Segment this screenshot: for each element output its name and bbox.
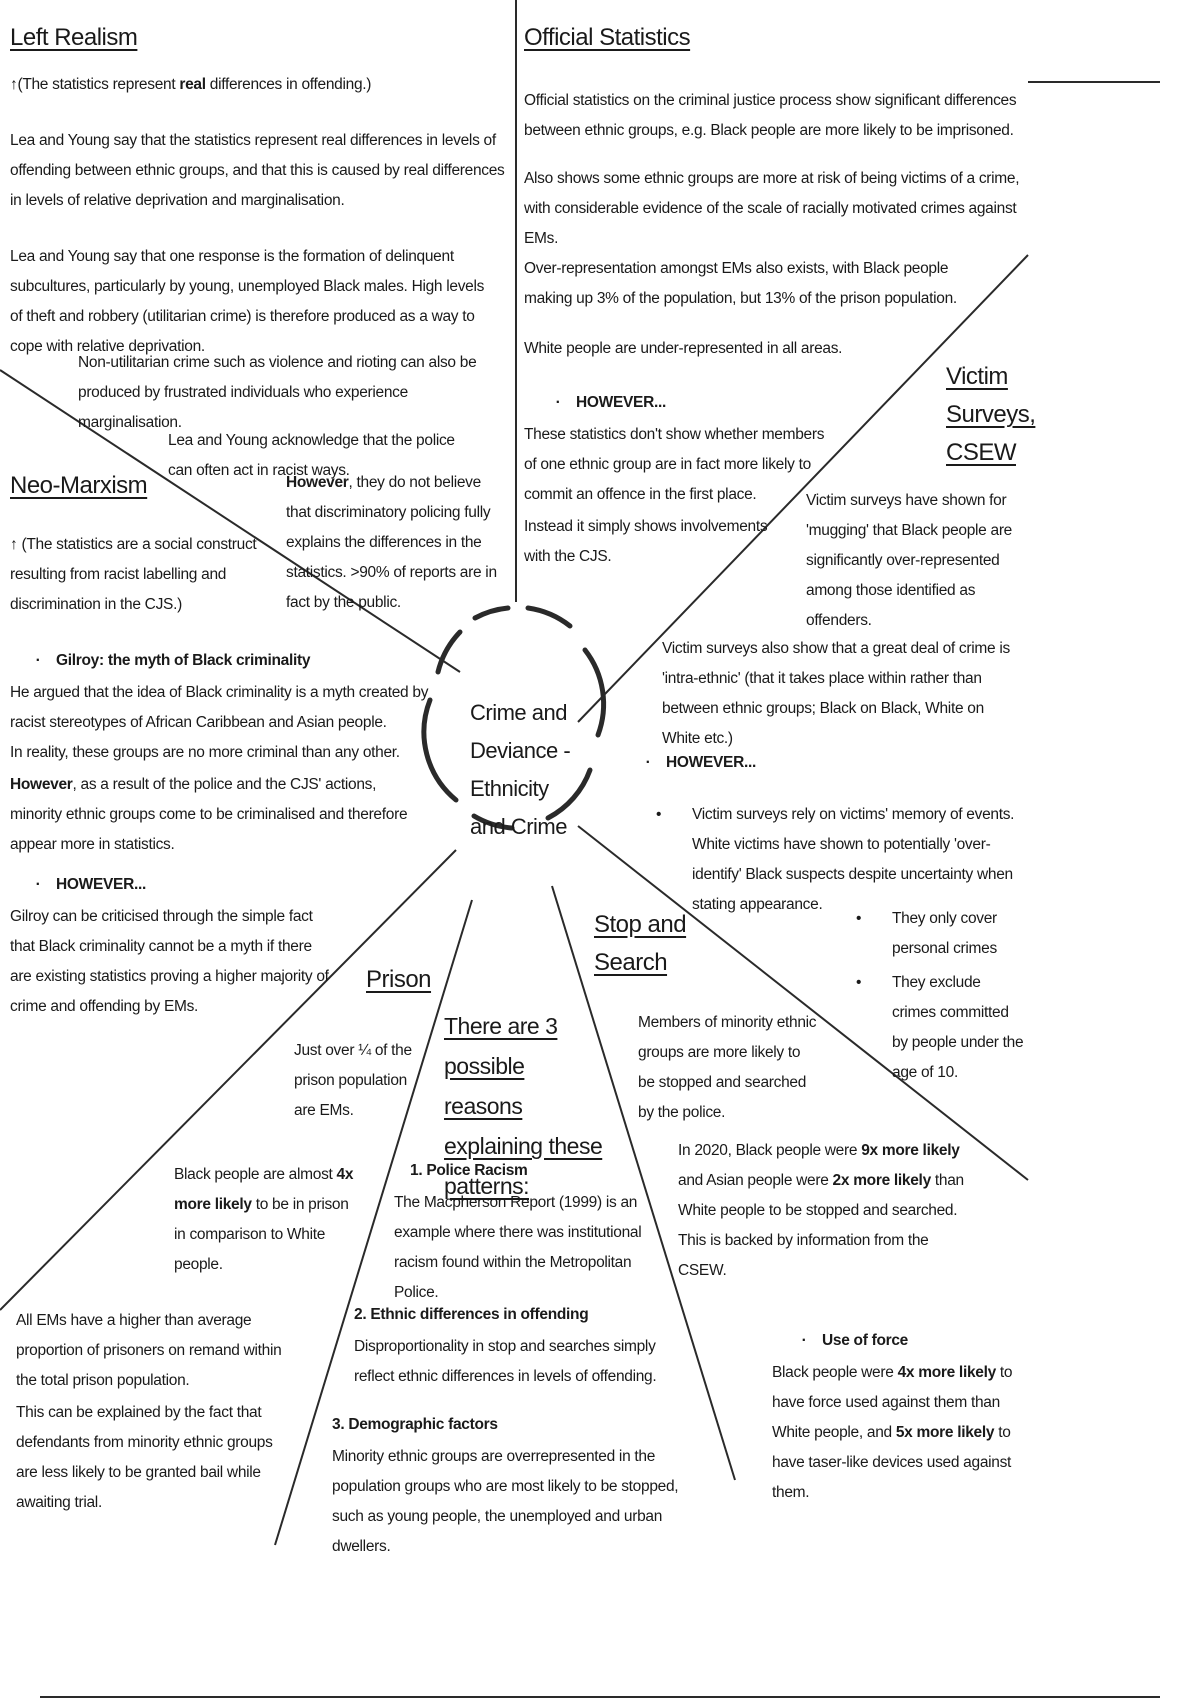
gilroy-heading: · Gilroy: the myth of Black criminality — [20, 646, 420, 676]
left-realism-heading: Left Realism — [10, 24, 138, 51]
prison-p2: Black people are almost 4x more likely to be in prison in comparison to White people. — [174, 1166, 354, 1273]
neo-marxism-intro: ↑ (The statistics are a social construct resulting from racist labelling and discrimination in the CJS.) — [10, 536, 257, 613]
bullet-icon: · — [555, 394, 561, 411]
official-statistics-however: · HOWEVER... — [540, 388, 840, 418]
use-of-force-heading: · Use of force — [786, 1326, 1036, 1356]
center-circle-arc-7 — [438, 632, 460, 672]
bullet-icon: · — [645, 754, 651, 771]
bullet-icon: • — [656, 806, 662, 823]
center-circle-arc-2 — [528, 608, 570, 626]
reason-2-text: Disproportionality in stop and searches simply reflect ethnic differences in levels of offending. — [354, 1338, 657, 1385]
center-title-line: and Crime — [470, 814, 567, 839]
official-statistics-p4: White people are under-represented in all areas. — [524, 340, 843, 357]
victim-surveys-however: · HOWEVER... — [630, 748, 930, 778]
reasons-heading: There are 3 possible reasons explaining these patterns: — [444, 1013, 603, 1199]
bullet-icon: • — [856, 974, 862, 991]
stop-and-search-p1: Members of minority ethnic groups are more likely to be stopped and searched by the police. — [638, 1014, 817, 1121]
official-statistics-p1: Official statistics on the criminal justice process show significant differences between ethnic groups, e.g. Black people are more likely to be imprisoned. — [524, 92, 1017, 139]
center-title-line: Crime and — [470, 700, 567, 725]
neo-marxism-p1: He argued that the idea of Black criminality is a myth created by racist stereotypes of African Caribbean and Asian people. — [10, 684, 429, 731]
reason-3-text: Minority ethnic groups are overrepresented in the population groups who are most likely to be stopped, such as young people, the unemployed and urban dwellers. — [332, 1448, 679, 1555]
arrow-up-icon: ↑ — [10, 536, 18, 553]
victim-surveys-bullet-2: • They only cover personal crimes — [856, 904, 1026, 964]
neo-marxism-however: · HOWEVER... — [20, 870, 320, 900]
center-title-line: Ethnicity — [470, 776, 549, 801]
victim-surveys-p1: Victim surveys have shown for 'mugging' that Black people are significantly over-represented among those identified as offenders. — [806, 492, 1013, 629]
victim-surveys-p2: Victim surveys also show that a great deal of crime is 'intra-ethnic' (that it takes place within rather than between ethnic groups; Black on Black, White on White etc.) — [662, 640, 1010, 747]
neo-marxism-heading: Neo-Marxism — [10, 472, 148, 499]
reason-2-title: 2. Ethnic differences in offending — [354, 1306, 589, 1323]
reason-1-text: The Macpherson Report (1999) is an example where there was institutional racism found within the Metropolitan Police. — [394, 1194, 642, 1301]
reason-1-title: 1. Police Racism — [410, 1162, 528, 1179]
stop-and-search-p2: In 2020, Black people were 9x more likely and Asian people were 2x more likely than White people to be stopped and searched. This is backed by information from the CSEW. — [678, 1142, 964, 1279]
center-title — [470, 694, 590, 846]
neo-marxism-p3: However, as a result of the police and the CJS' actions, minority ethnic groups come to be criminalised and therefore appear more in statistics. — [10, 776, 408, 853]
prison-p1: Just over ¼ of the prison population are EMs. — [294, 1042, 412, 1119]
left-realism-intro: ↑(The statistics represent real differences in offending.) — [10, 76, 372, 93]
prison-p3: All EMs have a higher than average proportion of prisoners on remand within the total prison population. — [16, 1312, 282, 1389]
neo-marxism-p4: Gilroy can be criticised through the simple fact that Black criminality cannot be a myth if there are existing statistics proving a higher majority of crime and offending by EMs. — [10, 908, 329, 1015]
official-statistics-p2: Also shows some ethnic groups are more at risk of being victims of a crime, with considerable evidence of the scale of racially motivated crimes against EMs. — [524, 170, 1020, 247]
official-statistics-heading: Official Statistics — [524, 24, 691, 51]
victim-surveys-bullet-1: • Victim surveys rely on victims' memory of events. White victims have shown to potentially 'over-identify' Black suspects despite uncertainty when stating appearance. — [656, 800, 1016, 920]
left-realism-p4: Lea and Young acknowledge that the police can often act in racist ways. — [168, 432, 455, 479]
prison-heading: Prison — [366, 966, 432, 993]
official-statistics-p5: These statistics don't show whether members of one ethnic group are in fact more likely to commit an offence in the first place. — [524, 426, 825, 503]
left-realism-p2: Lea and Young say that one response is the formation of delinquent subcultures, particularly by young, unemployed Black males. High levels of theft and robbery (utilitarian crime) is therefore produced as a way to cope with relative deprivation. — [10, 248, 485, 355]
bullet-icon: · — [35, 652, 41, 669]
prison-p4: This can be explained by the fact that defendants from minority ethnic groups are less likely to be granted bail while awaiting trial. — [16, 1404, 273, 1511]
neo-marxism-p2: In reality, these groups are no more criminal than any other. — [10, 744, 400, 761]
official-statistics-p6: Instead it simply shows involvements with the CJS. — [524, 518, 768, 565]
reason-3-title: 3. Demographic factors — [332, 1416, 498, 1433]
left-realism-p1: Lea and Young say that the statistics represent real differences in levels of offending between ethnic groups, and that this is caused by real differences in levels of relative deprivation and marginalisation. — [10, 132, 505, 209]
stop-and-search-p3: Black people were 4x more likely to have force used against them than White people, and 5x more likely to have taser-like devices used against them. — [772, 1364, 1013, 1501]
victim-surveys-bullet-3: • They exclude crimes committed by people under the age of 10. — [856, 968, 1026, 1088]
center-title-line: Deviance - — [470, 738, 571, 763]
victim-surveys-heading: Victim Surveys, CSEW — [946, 363, 1036, 466]
bullet-icon: · — [801, 1332, 807, 1349]
left-realism-p3: Non-utilitarian crime such as violence and rioting can also be produced by frustrated individuals who experience marginalisation. — [78, 354, 477, 431]
stop-and-search-heading: Stop and Search — [594, 911, 687, 976]
bullet-icon: • — [856, 910, 862, 927]
left-realism-p5: However, they do not believe that discriminatory policing fully explains the differences in the statistics. >90% of reports are in fact by the public. — [286, 474, 497, 611]
official-statistics-p3: Over-representation amongst EMs also exists, with Black people making up 3% of the population, but 13% of the prison population. — [524, 260, 957, 307]
arrow-up-icon: ↑ — [10, 76, 18, 93]
bullet-icon: · — [35, 876, 41, 893]
